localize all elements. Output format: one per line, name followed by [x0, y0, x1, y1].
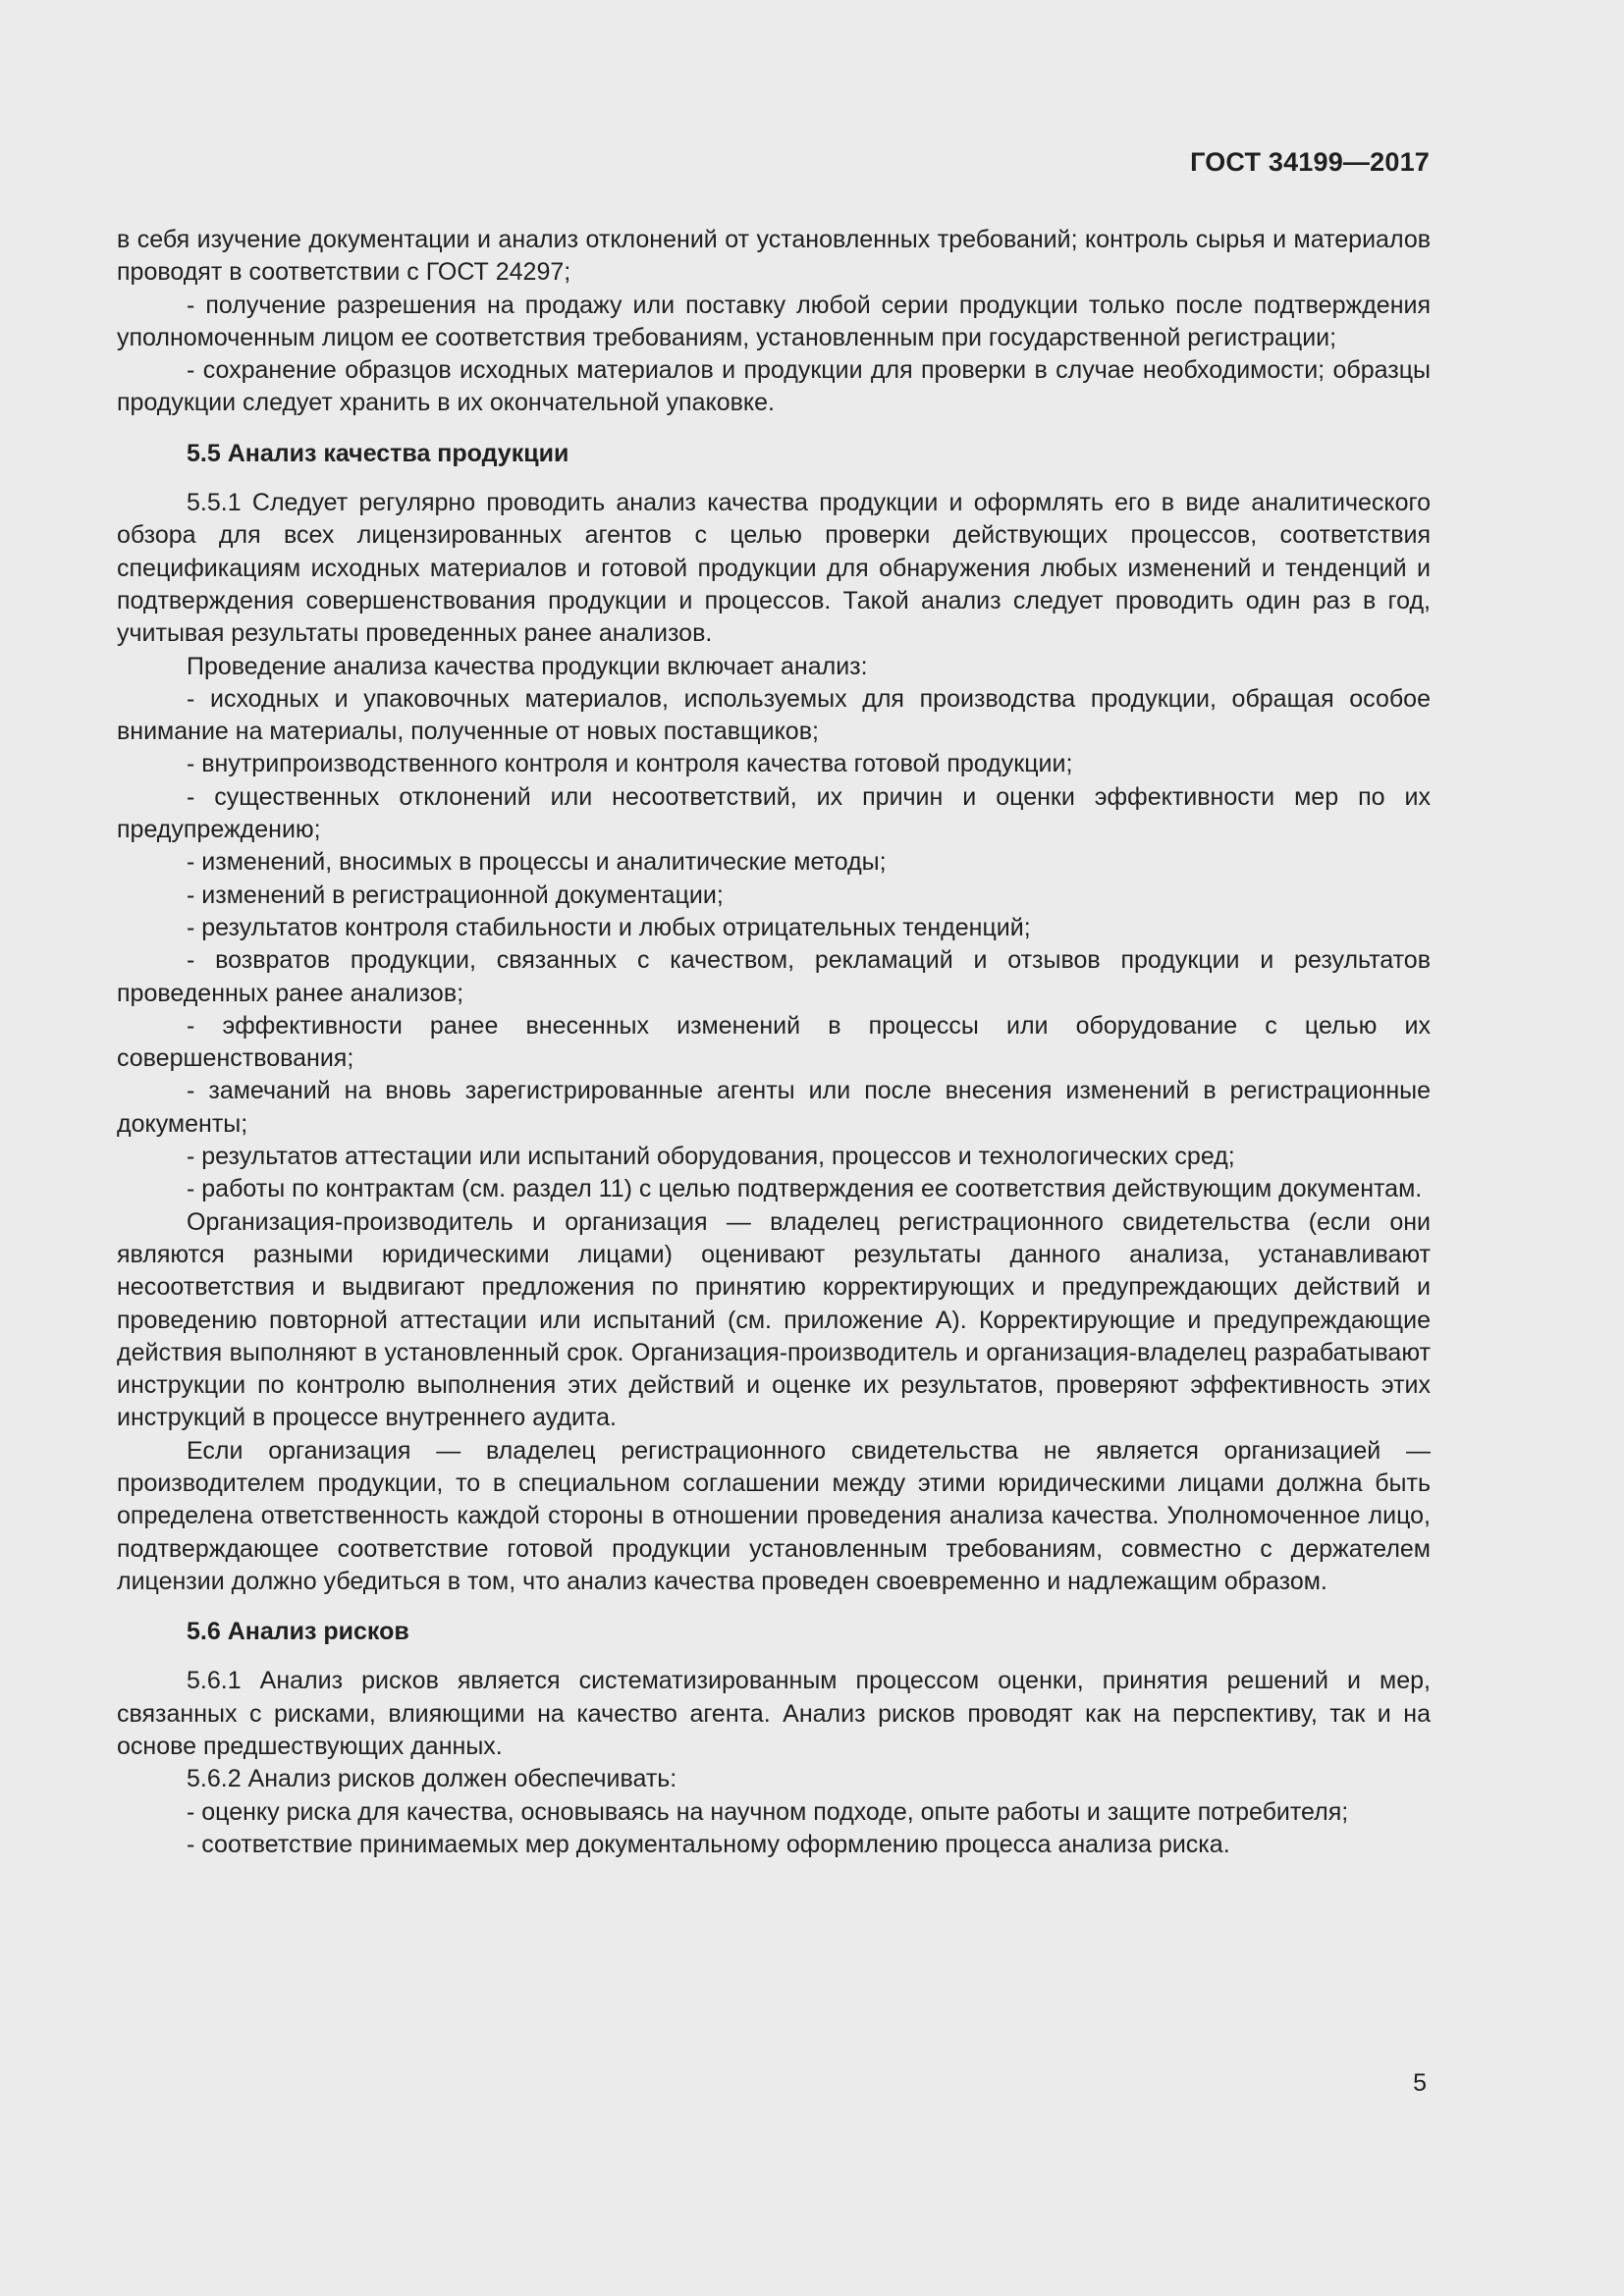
paragraph: Организация-производитель и организация — владелец регистрационного свидетельства (если они являются разными юридическими лицами) оценивают результаты данного анализа, устанавливают несоответствия и выдвигают предложения по принятию корректирующих и предупреждающих действий и проведению повторной аттестации или испытаний (см. приложение А). Корректирующие и предупреждающие действия выполняют в установленный срок. Организация-производитель и организация-владелец разрабатывают инструкции по контролю выполнения этих действий и оценке их результатов, проверяют эффективность этих инструкций в процессе внутреннего аудита. [117, 1207, 1431, 1432]
list-item: - результатов контроля стабильности и любых отрицательных тенденций; [187, 913, 1031, 941]
list-item: - внутрипроизводственного контроля и контроля качества готовой продукции; [187, 750, 1073, 778]
list-item: - получение разрешения на продажу или поставку любой серии продукции только после подтверждения уполномоченным лицом ее соответствия требованиям, установленным при государственной регистрации; [117, 291, 1431, 351]
paragraph: 5.5.1 Следует регулярно проводить анализ качества продукции и оформлять его в виде аналитического обзора для всех лицензированных агентов с целью проверки действующих процессов, соответствия спецификациям исходных материалов и готовой продукции для обнаружения любых изменений и тенденций и подтверждения совершенствования продукции и процессов. Такой анализ следует проводить один раз в год, учитывая результаты проведенных ранее анализов. [117, 489, 1431, 648]
list-item: - возвратов продукции, связанных с качеством, рекламаций и отзывов продукции и результатов проведенных ранее анализов; [117, 946, 1431, 1007]
list-item: - эффективности ранее внесенных изменений в процессы или оборудование с целью их совершенствования; [117, 1011, 1431, 1073]
list-item: - исходных и упаковочных материалов, используемых для производства продукции, обращая особое внимание на материалы, полученные от новых поставщиков; [117, 684, 1431, 746]
list-item: - изменений в регистрационной документации; [187, 881, 724, 909]
section-heading: 5.6 Анализ рисков [187, 1618, 409, 1646]
document-code-header: ГОСТ 34199—2017 [1190, 147, 1430, 177]
paragraph: 5.6.2 Анализ рисков должен обеспечивать: [187, 1765, 677, 1793]
list-item: - работы по контрактам (см. раздел 11) с целью подтверждения ее соответствия действующим документам. [187, 1175, 1423, 1203]
paragraph: Проведение анализа качества продукции включает анализ: [187, 652, 868, 680]
list-item: - замечаний на вновь зарегистрированные агенты или после внесения изменений в регистрационные документы; [117, 1077, 1431, 1138]
paragraph: в себя изучение документации и анализ отклонений от установленных требований; контроль сырья и материалов проводят в соответствии с ГОСТ 24297; [117, 226, 1431, 287]
list-item: - оценку риска для качества, основываясь на научном подходе, опыте работы и защите потребителя; [187, 1797, 1349, 1826]
page-body [117, 224, 1431, 1861]
list-item: - существенных отклонений или несоответствий, их причин и оценки эффективности мер по их предупреждению; [117, 782, 1431, 844]
list-item: - соответствие принимаемых мер документальному оформлению процесса анализа риска. [187, 1830, 1230, 1858]
list-item: - изменений, вносимых в процессы и аналитические методы; [187, 848, 887, 877]
section-heading: 5.5 Анализ качества продукции [187, 439, 569, 467]
list-item: - результатов аттестации или испытаний оборудования, процессов и технологических сред; [187, 1143, 1235, 1171]
page-number: 5 [1413, 2069, 1427, 2097]
paragraph: 5.6.1 Анализ рисков является систематизированным процессом оценки, принятия решений и мер, связанных с рисками, влияющими на качество агента. Анализ рисков проводят как на перспективу, так и на основе предшествующих данных. [117, 1667, 1431, 1761]
list-item: - сохранение образцов исходных материалов и продукции для проверки в случае необходимости; образцы продукции следует хранить в их окончательной упаковке. [117, 356, 1431, 417]
paragraph: Если организация — владелец регистрационного свидетельства не является организацией — производителем продукции, то в специальном соглашении между этими юридическими лицами должна быть определена ответственность каждой стороны в отношении проведения анализа качества. Уполномоченное лицо, подтверждающее соответствие готовой продукции установленным требованиям, совместно с держателем лицензии должно убедиться в том, что анализ качества проведен своевременно и надлежащим образом. [117, 1436, 1431, 1595]
